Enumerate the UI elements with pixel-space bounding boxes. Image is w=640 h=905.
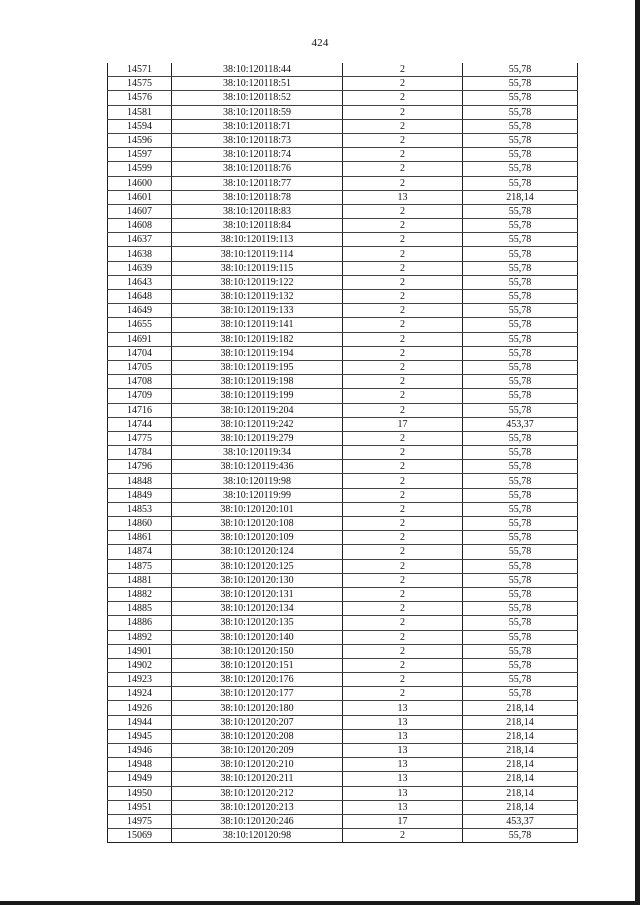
quantity-cell: 2: [343, 446, 463, 460]
quantity-cell: 2: [343, 261, 463, 275]
cadastral-number-cell: 38:10:120120:207: [172, 715, 343, 729]
table-row: [108, 729, 578, 743]
amount-cell: 55,78: [463, 148, 578, 162]
row-number-cell: 14944: [108, 715, 172, 729]
row-number-cell: 15069: [108, 829, 172, 843]
amount-cell: 55,78: [463, 133, 578, 147]
cadastral-number-cell: 38:10:120118:52: [172, 91, 343, 105]
cadastral-number-cell: 38:10:120120:176: [172, 673, 343, 687]
table-row: [108, 715, 578, 729]
cadastral-number-cell: 38:10:120120:134: [172, 602, 343, 616]
amount-cell: 55,78: [463, 304, 578, 318]
table-row: [108, 233, 578, 247]
quantity-cell: 2: [343, 644, 463, 658]
table-row: [108, 658, 578, 672]
amount-cell: 55,78: [463, 162, 578, 176]
table-row: [108, 304, 578, 318]
quantity-cell: 2: [343, 531, 463, 545]
table-row: [108, 375, 578, 389]
row-number-cell: 14901: [108, 644, 172, 658]
cadastral-number-cell: 38:10:120119:98: [172, 474, 343, 488]
table-row: [108, 119, 578, 133]
row-number-cell: 14775: [108, 431, 172, 445]
amount-cell: 218,14: [463, 701, 578, 715]
quantity-cell: 2: [343, 91, 463, 105]
row-number-cell: 14716: [108, 403, 172, 417]
amount-cell: 55,78: [463, 176, 578, 190]
cadastral-number-cell: 38:10:120119:242: [172, 417, 343, 431]
quantity-cell: 2: [343, 77, 463, 91]
cadastral-number-cell: 38:10:120118:76: [172, 162, 343, 176]
cadastral-number-cell: 38:10:120119:115: [172, 261, 343, 275]
row-number-cell: 14600: [108, 176, 172, 190]
amount-cell: 55,78: [463, 502, 578, 516]
table-row: [108, 502, 578, 516]
row-number-cell: 14796: [108, 460, 172, 474]
table-row: [108, 545, 578, 559]
table-row: [108, 701, 578, 715]
row-number-cell: 14886: [108, 616, 172, 630]
cadastral-number-cell: 38:10:120118:71: [172, 119, 343, 133]
table-row: [108, 616, 578, 630]
amount-cell: 55,78: [463, 644, 578, 658]
cadastral-number-cell: 38:10:120119:279: [172, 431, 343, 445]
table-row: [108, 573, 578, 587]
table-row: [108, 431, 578, 445]
row-number-cell: 14875: [108, 559, 172, 573]
cadastral-number-cell: 38:10:120120:124: [172, 545, 343, 559]
table-row: [108, 687, 578, 701]
row-number-cell: 14784: [108, 446, 172, 460]
cadastral-number-cell: 38:10:120118:73: [172, 133, 343, 147]
amount-cell: 55,78: [463, 389, 578, 403]
amount-cell: 218,14: [463, 715, 578, 729]
amount-cell: 218,14: [463, 800, 578, 814]
row-number-cell: 14649: [108, 304, 172, 318]
amount-cell: 55,78: [463, 687, 578, 701]
row-number-cell: 14704: [108, 346, 172, 360]
quantity-cell: 2: [343, 162, 463, 176]
row-number-cell: 14975: [108, 814, 172, 828]
row-number-cell: 14951: [108, 800, 172, 814]
scan-edge-right: [635, 0, 640, 905]
amount-cell: 55,78: [463, 658, 578, 672]
quantity-cell: 2: [343, 360, 463, 374]
row-number-cell: 14923: [108, 673, 172, 687]
quantity-cell: 2: [343, 133, 463, 147]
table-row: [108, 190, 578, 204]
amount-cell: 55,78: [463, 119, 578, 133]
row-number-cell: 14902: [108, 658, 172, 672]
table-body: [108, 63, 578, 843]
quantity-cell: 2: [343, 587, 463, 601]
table-row: [108, 91, 578, 105]
row-number-cell: 14949: [108, 772, 172, 786]
amount-cell: 55,78: [463, 105, 578, 119]
table-row: [108, 517, 578, 531]
table-row: [108, 133, 578, 147]
quantity-cell: 2: [343, 630, 463, 644]
row-number-cell: 14853: [108, 502, 172, 516]
table-row: [108, 488, 578, 502]
amount-cell: 218,14: [463, 190, 578, 204]
amount-cell: 55,78: [463, 247, 578, 261]
amount-cell: 55,78: [463, 219, 578, 233]
amount-cell: 55,78: [463, 559, 578, 573]
quantity-cell: 2: [343, 829, 463, 843]
quantity-cell: 17: [343, 417, 463, 431]
row-number-cell: 14596: [108, 133, 172, 147]
quantity-cell: 2: [343, 332, 463, 346]
quantity-cell: 2: [343, 389, 463, 403]
amount-cell: 55,78: [463, 602, 578, 616]
table-row: [108, 531, 578, 545]
cadastral-number-cell: 38:10:120120:150: [172, 644, 343, 658]
table-row: [108, 814, 578, 828]
table-row: [108, 261, 578, 275]
table-row: [108, 148, 578, 162]
table-row: [108, 744, 578, 758]
table-row: [108, 758, 578, 772]
quantity-cell: 13: [343, 701, 463, 715]
cadastral-number-cell: 38:10:120119:199: [172, 389, 343, 403]
data-table: [107, 63, 578, 843]
row-number-cell: 14950: [108, 786, 172, 800]
amount-cell: 55,78: [463, 63, 578, 77]
cadastral-number-cell: 38:10:120118:51: [172, 77, 343, 91]
quantity-cell: 2: [343, 673, 463, 687]
row-number-cell: 14691: [108, 332, 172, 346]
table-row: [108, 446, 578, 460]
page-number: 424: [311, 37, 329, 49]
table-row: [108, 275, 578, 289]
quantity-cell: 2: [343, 318, 463, 332]
table-row: [108, 403, 578, 417]
cadastral-number-cell: 38:10:120118:78: [172, 190, 343, 204]
quantity-cell: 2: [343, 517, 463, 531]
table-row: [108, 290, 578, 304]
row-number-cell: 14655: [108, 318, 172, 332]
row-number-cell: 14571: [108, 63, 172, 77]
amount-cell: 55,78: [463, 474, 578, 488]
cadastral-number-cell: 38:10:120120:101: [172, 502, 343, 516]
cadastral-number-cell: 38:10:120119:114: [172, 247, 343, 261]
quantity-cell: 2: [343, 474, 463, 488]
amount-cell: 55,78: [463, 91, 578, 105]
cadastral-number-cell: 38:10:120119:194: [172, 346, 343, 360]
quantity-cell: 2: [343, 290, 463, 304]
quantity-cell: 2: [343, 403, 463, 417]
table-row: [108, 602, 578, 616]
cadastral-number-cell: 38:10:120120:130: [172, 573, 343, 587]
amount-cell: 55,78: [463, 375, 578, 389]
table-row: [108, 318, 578, 332]
table-row: [108, 630, 578, 644]
cadastral-number-cell: 38:10:120118:74: [172, 148, 343, 162]
amount-cell: 55,78: [463, 77, 578, 91]
amount-cell: 55,78: [463, 431, 578, 445]
amount-cell: 55,78: [463, 318, 578, 332]
amount-cell: 55,78: [463, 204, 578, 218]
amount-cell: 55,78: [463, 630, 578, 644]
row-number-cell: 14576: [108, 91, 172, 105]
cadastral-number-cell: 38:10:120119:195: [172, 360, 343, 374]
quantity-cell: 2: [343, 119, 463, 133]
amount-cell: 218,14: [463, 744, 578, 758]
row-number-cell: 14705: [108, 360, 172, 374]
quantity-cell: 2: [343, 105, 463, 119]
quantity-cell: 2: [343, 687, 463, 701]
row-number-cell: 14601: [108, 190, 172, 204]
row-number-cell: 14924: [108, 687, 172, 701]
cadastral-number-cell: 38:10:120120:211: [172, 772, 343, 786]
quantity-cell: 13: [343, 744, 463, 758]
table-row: [108, 105, 578, 119]
row-number-cell: 14599: [108, 162, 172, 176]
row-number-cell: 14881: [108, 573, 172, 587]
quantity-cell: 2: [343, 502, 463, 516]
table-row: [108, 786, 578, 800]
quantity-cell: 13: [343, 772, 463, 786]
amount-cell: 55,78: [463, 673, 578, 687]
cadastral-number-cell: 38:10:120120:140: [172, 630, 343, 644]
cadastral-number-cell: 38:10:120120:209: [172, 744, 343, 758]
row-number-cell: 14708: [108, 375, 172, 389]
quantity-cell: 2: [343, 616, 463, 630]
cadastral-number-cell: 38:10:120119:132: [172, 290, 343, 304]
row-number-cell: 14882: [108, 587, 172, 601]
row-number-cell: 14638: [108, 247, 172, 261]
table-row: [108, 417, 578, 431]
amount-cell: 55,78: [463, 460, 578, 474]
cadastral-number-cell: 38:10:120119:133: [172, 304, 343, 318]
table-row: [108, 460, 578, 474]
amount-cell: 55,78: [463, 332, 578, 346]
cadastral-number-cell: 38:10:120120:213: [172, 800, 343, 814]
cadastral-number-cell: 38:10:120118:59: [172, 105, 343, 119]
table-row: [108, 162, 578, 176]
row-number-cell: 14594: [108, 119, 172, 133]
row-number-cell: 14874: [108, 545, 172, 559]
table-row: [108, 389, 578, 403]
amount-cell: 55,78: [463, 829, 578, 843]
cadastral-number-cell: 38:10:120119:34: [172, 446, 343, 460]
amount-cell: 453,37: [463, 814, 578, 828]
quantity-cell: 2: [343, 176, 463, 190]
quantity-cell: 2: [343, 304, 463, 318]
row-number-cell: 14639: [108, 261, 172, 275]
row-number-cell: 14848: [108, 474, 172, 488]
amount-cell: 55,78: [463, 275, 578, 289]
cadastral-number-cell: 38:10:120120:208: [172, 729, 343, 743]
amount-cell: 55,78: [463, 517, 578, 531]
amount-cell: 55,78: [463, 488, 578, 502]
cadastral-number-cell: 38:10:120120:177: [172, 687, 343, 701]
row-number-cell: 14607: [108, 204, 172, 218]
row-number-cell: 14648: [108, 290, 172, 304]
quantity-cell: 13: [343, 758, 463, 772]
amount-cell: 55,78: [463, 403, 578, 417]
cadastral-number-cell: 38:10:120118:77: [172, 176, 343, 190]
row-number-cell: 14860: [108, 517, 172, 531]
amount-cell: 55,78: [463, 587, 578, 601]
quantity-cell: 13: [343, 786, 463, 800]
row-number-cell: 14926: [108, 701, 172, 715]
cadastral-number-cell: 38:10:120119:204: [172, 403, 343, 417]
quantity-cell: 2: [343, 275, 463, 289]
table-row: [108, 219, 578, 233]
quantity-cell: 2: [343, 375, 463, 389]
amount-cell: 55,78: [463, 360, 578, 374]
amount-cell: 218,14: [463, 786, 578, 800]
amount-cell: 55,78: [463, 545, 578, 559]
cadastral-number-cell: 38:10:120120:180: [172, 701, 343, 715]
cadastral-number-cell: 38:10:120119:198: [172, 375, 343, 389]
quantity-cell: 13: [343, 190, 463, 204]
cadastral-number-cell: 38:10:120118:84: [172, 219, 343, 233]
table-row: [108, 346, 578, 360]
row-number-cell: 14709: [108, 389, 172, 403]
table-row: [108, 77, 578, 91]
amount-cell: 218,14: [463, 758, 578, 772]
cadastral-number-cell: 38:10:120118:44: [172, 63, 343, 77]
cadastral-number-cell: 38:10:120119:113: [172, 233, 343, 247]
cadastral-number-cell: 38:10:120120:108: [172, 517, 343, 531]
amount-cell: 55,78: [463, 233, 578, 247]
row-number-cell: 14948: [108, 758, 172, 772]
quantity-cell: 2: [343, 148, 463, 162]
table-row: [108, 332, 578, 346]
row-number-cell: 14892: [108, 630, 172, 644]
amount-cell: 453,37: [463, 417, 578, 431]
row-number-cell: 14885: [108, 602, 172, 616]
quantity-cell: 13: [343, 729, 463, 743]
cadastral-number-cell: 38:10:120119:436: [172, 460, 343, 474]
quantity-cell: 2: [343, 460, 463, 474]
quantity-cell: 2: [343, 219, 463, 233]
amount-cell: 55,78: [463, 531, 578, 545]
cadastral-number-cell: 38:10:120120:125: [172, 559, 343, 573]
quantity-cell: 13: [343, 715, 463, 729]
quantity-cell: 2: [343, 602, 463, 616]
amount-cell: 55,78: [463, 573, 578, 587]
cadastral-number-cell: 38:10:120120:109: [172, 531, 343, 545]
row-number-cell: 14608: [108, 219, 172, 233]
row-number-cell: 14849: [108, 488, 172, 502]
quantity-cell: 2: [343, 346, 463, 360]
cadastral-number-cell: 38:10:120120:151: [172, 658, 343, 672]
table-row: [108, 772, 578, 786]
row-number-cell: 14581: [108, 105, 172, 119]
cadastral-number-cell: 38:10:120120:212: [172, 786, 343, 800]
amount-cell: 55,78: [463, 290, 578, 304]
quantity-cell: 2: [343, 658, 463, 672]
amount-cell: 218,14: [463, 729, 578, 743]
scan-edge-bottom: [0, 901, 640, 905]
table-row: [108, 360, 578, 374]
cadastral-number-cell: 38:10:120120:210: [172, 758, 343, 772]
table-row: [108, 673, 578, 687]
row-number-cell: 14945: [108, 729, 172, 743]
row-number-cell: 14861: [108, 531, 172, 545]
quantity-cell: 2: [343, 488, 463, 502]
table-row: [108, 829, 578, 843]
amount-cell: 55,78: [463, 446, 578, 460]
row-number-cell: 14643: [108, 275, 172, 289]
table-row: [108, 587, 578, 601]
quantity-cell: 2: [343, 545, 463, 559]
cadastral-number-cell: 38:10:120119:122: [172, 275, 343, 289]
table-row: [108, 204, 578, 218]
quantity-cell: 17: [343, 814, 463, 828]
table-row: [108, 644, 578, 658]
cadastral-number-cell: 38:10:120120:135: [172, 616, 343, 630]
quantity-cell: 2: [343, 204, 463, 218]
amount-cell: 218,14: [463, 772, 578, 786]
cadastral-number-cell: 38:10:120120:246: [172, 814, 343, 828]
quantity-cell: 13: [343, 800, 463, 814]
quantity-cell: 2: [343, 559, 463, 573]
row-number-cell: 14597: [108, 148, 172, 162]
quantity-cell: 2: [343, 63, 463, 77]
cadastral-number-cell: 38:10:120120:131: [172, 587, 343, 601]
table-row: [108, 176, 578, 190]
quantity-cell: 2: [343, 573, 463, 587]
row-number-cell: 14575: [108, 77, 172, 91]
row-number-cell: 14744: [108, 417, 172, 431]
amount-cell: 55,78: [463, 616, 578, 630]
cadastral-number-cell: 38:10:120120:98: [172, 829, 343, 843]
quantity-cell: 2: [343, 431, 463, 445]
table-row: [108, 559, 578, 573]
cadastral-number-cell: 38:10:120118:83: [172, 204, 343, 218]
row-number-cell: 14637: [108, 233, 172, 247]
cadastral-number-cell: 38:10:120119:141: [172, 318, 343, 332]
table-row: [108, 247, 578, 261]
cadastral-number-cell: 38:10:120119:99: [172, 488, 343, 502]
table-row: [108, 800, 578, 814]
row-number-cell: 14946: [108, 744, 172, 758]
table-row: [108, 63, 578, 77]
table-row: [108, 474, 578, 488]
quantity-cell: 2: [343, 233, 463, 247]
quantity-cell: 2: [343, 247, 463, 261]
amount-cell: 55,78: [463, 261, 578, 275]
amount-cell: 55,78: [463, 346, 578, 360]
cadastral-number-cell: 38:10:120119:182: [172, 332, 343, 346]
